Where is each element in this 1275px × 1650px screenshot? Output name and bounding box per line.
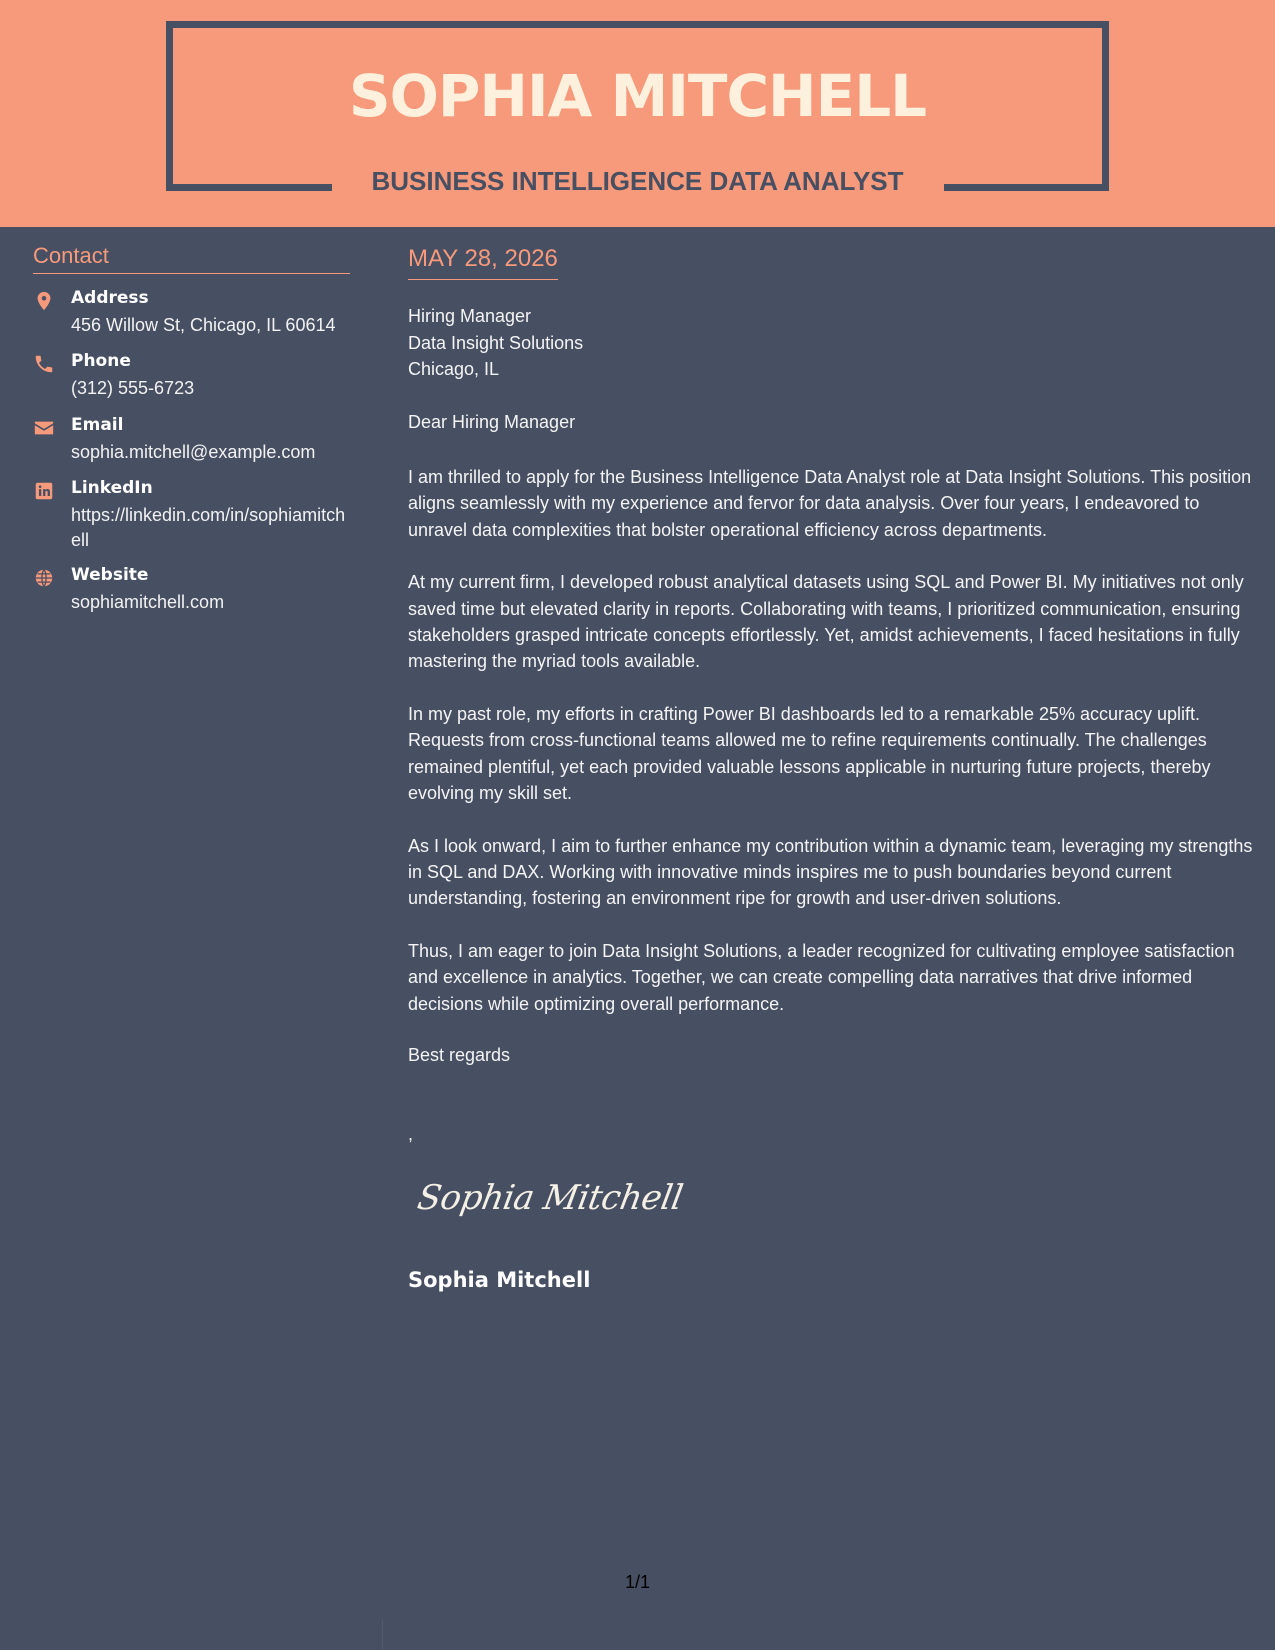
contact-value: (312) 555-6723	[71, 378, 195, 398]
contact-heading: Contact	[33, 243, 350, 274]
email-icon	[33, 417, 55, 439]
recipient-line: Chicago, IL	[408, 359, 500, 379]
recipient-line: Hiring Manager	[408, 306, 532, 326]
phone-icon	[33, 353, 55, 375]
column-divider	[382, 1620, 383, 1650]
page-number: 1/1	[624, 1572, 651, 1592]
recipient-line: Data Insight Solutions	[408, 332, 584, 353]
closing: Best regards	[408, 1045, 511, 1065]
letter-body	[408, 464, 1253, 1044]
paragraph: Thus, I am eager to join Data Insight Solutions, a leader recognized for cultivating employee satisfaction and excellence in analytics. Together, we can create compelling data narratives that drive informed decisions while optimizing overall performance.	[408, 941, 1235, 1014]
paragraph: As I look onward, I aim to further enhance my contribution within a dynamic team, leveraging my strengths in SQL and DAX. Working with innovative minds inspires me to push boundaries beyond current understanding, fostering an environment ripe for growth and user-driven solutions.	[408, 835, 1253, 909]
contact-label: Address	[71, 288, 149, 308]
letter-date: MAY 28, 2026	[408, 245, 558, 280]
contact-value[interactable]: sophiamitchell.com	[71, 592, 225, 612]
globe-icon	[33, 567, 55, 589]
contact-label: Email	[71, 415, 124, 435]
recipient-block	[408, 303, 583, 383]
paragraph: At my current firm, I developed robust analytical datasets using SQL and Power BI. My initiatives not only saved time but elevated clarity in reports. Collaborating with teams, I prioritized communication, ensuring stakeholders grasped intricate concepts effortlessly. Yet, amidst achievements, I faced hesitations in fully mastering the myriad tools available.	[408, 572, 1244, 672]
contact-value: sophia.mitchell@example.com	[71, 442, 316, 462]
greeting: Dear Hiring Manager	[408, 412, 576, 432]
paragraph: In my past role, my efforts in crafting Power BI dashboards led to a remarkable 25% accuracy uplift. Requests from cross-functional teams allowed me to refine requirements continually. The challenges remained plentiful, yet each provided valuable lessons applicable in nurturing future projects, thereby evolving my skill set.	[408, 704, 1211, 803]
paragraph: I am thrilled to apply for the Business Intelligence Data Analyst role at Data Insight Solutions. This position aligns seamlessly with my experience and fervor for data analysis. Over four years, I endeavored to unravel data complexities that bolster operational efficiency across departments.	[408, 467, 1252, 540]
signer-name: Sophia Mitchell	[408, 1268, 591, 1292]
closing-comma: ,	[408, 1124, 414, 1144]
applicant-name: SOPHIA MITCHELL	[348, 62, 927, 130]
contact-label: Phone	[71, 351, 131, 371]
map-pin-icon	[33, 290, 55, 312]
contact-label: Website	[71, 565, 149, 585]
job-title: BUSINESS INTELLIGENCE DATA ANALYST	[371, 166, 904, 196]
signature: Sophia Mitchell	[414, 1178, 686, 1218]
contact-value: 456 Willow St, Chicago, IL 60614	[71, 315, 336, 335]
linkedin-icon	[33, 480, 55, 502]
contact-value[interactable]: https://linkedin.com/in/sophiamitchell	[71, 505, 346, 550]
contact-label: LinkedIn	[71, 478, 153, 498]
header-banner	[0, 0, 1275, 227]
